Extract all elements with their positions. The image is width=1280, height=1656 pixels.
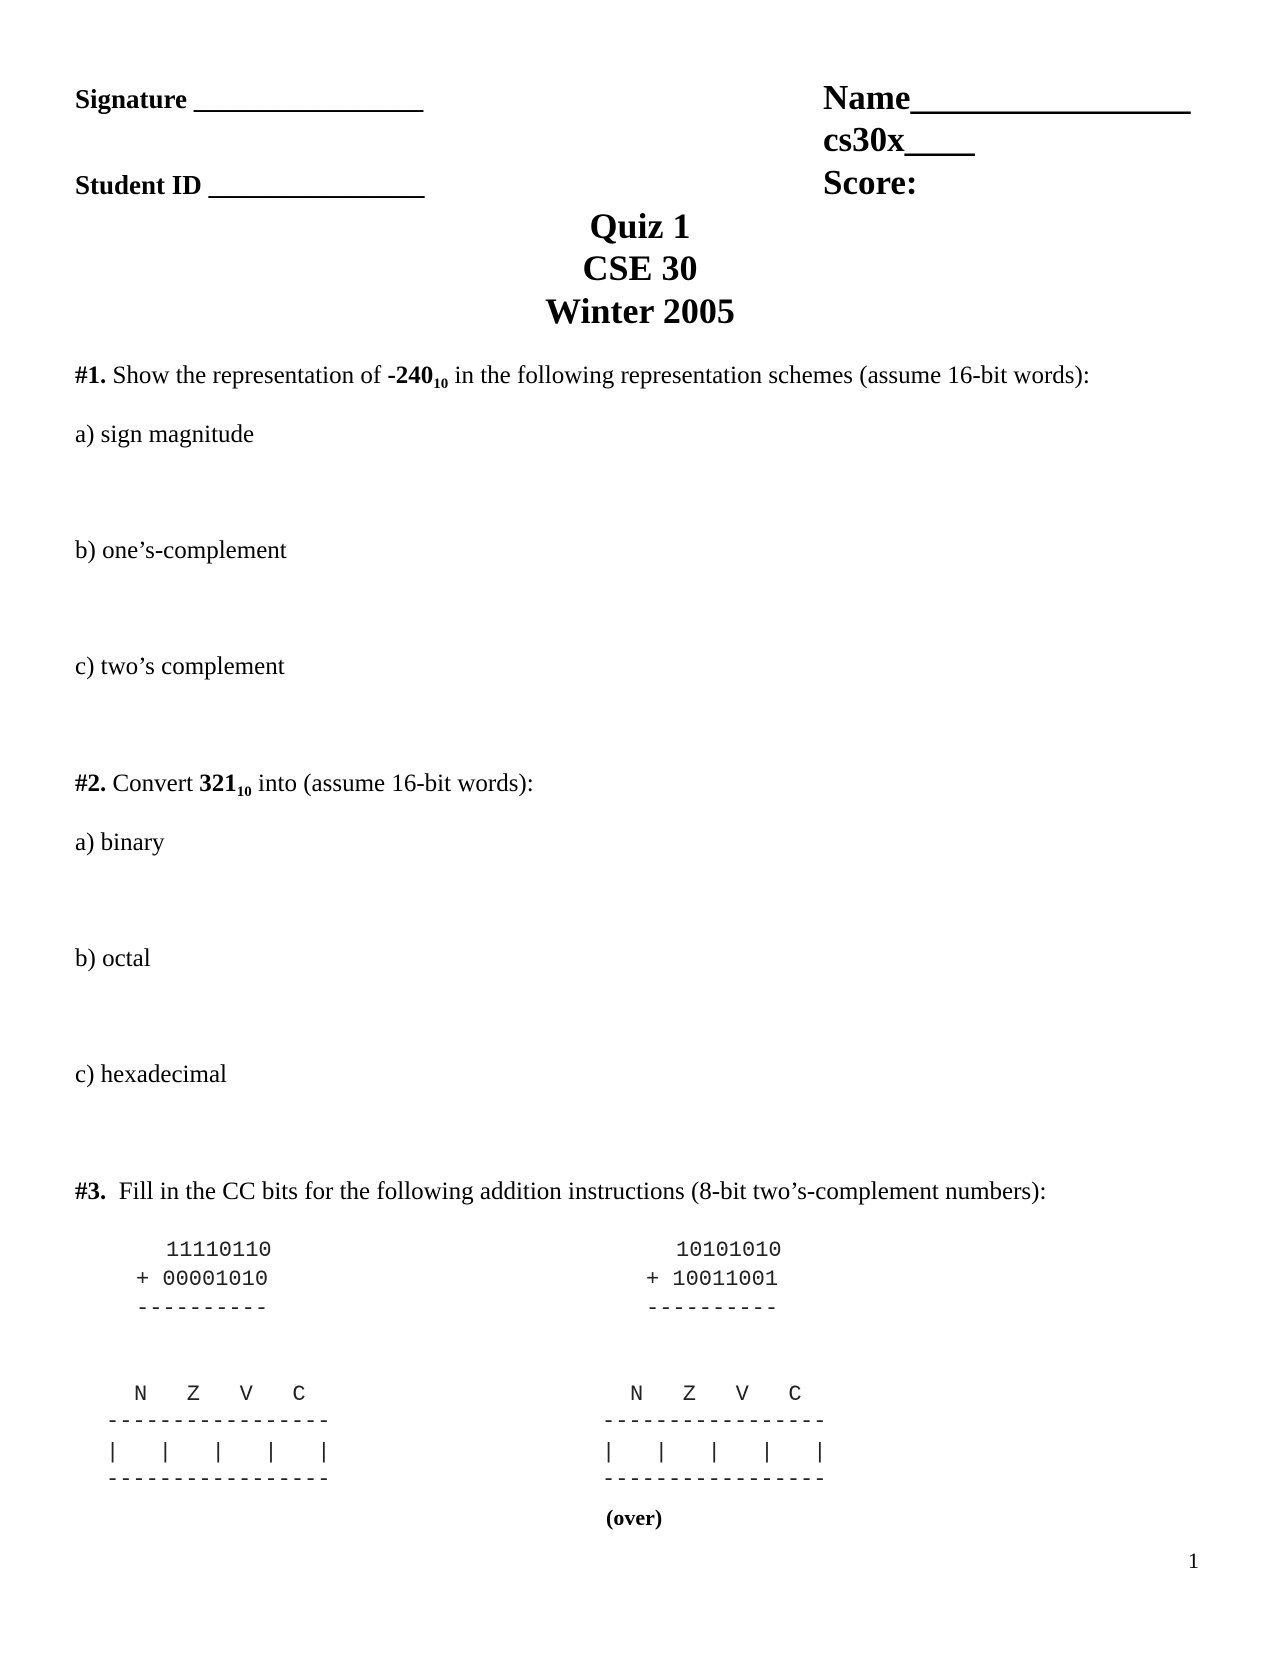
problem-2-operand-1: 10101010: [676, 1238, 782, 1263]
problem-2-cc-rule-top: -----------------: [602, 1409, 827, 1434]
problem-2-cc-boxes[interactable]: | | | | |: [602, 1440, 827, 1465]
q2-number: #2.: [75, 770, 107, 797]
question-3: [75, 1178, 1046, 1206]
q1-text-before: Show the representation of: [106, 362, 388, 389]
name-label: Name________________: [823, 78, 1191, 117]
problem-1-cc-rule-top: -----------------: [106, 1409, 331, 1434]
q2-part-a: a) binary: [75, 829, 165, 856]
problem-2-operand-2-line: [646, 1267, 778, 1292]
q2-text-before: Convert: [106, 770, 200, 797]
problem-2-cc-header: N Z V C: [630, 1382, 802, 1407]
problem-2-sum-line: ----------: [646, 1296, 779, 1321]
signature-label: Signature _________________: [75, 84, 424, 114]
score-label: Score:: [823, 163, 918, 202]
problem-1-cc-boxes[interactable]: | | | | |: [106, 1440, 331, 1465]
q3-number: #3.: [75, 1178, 107, 1205]
q1-part-c: c) two’s complement: [75, 653, 285, 680]
cs30x-label: cs30x____: [823, 120, 975, 159]
problem-1-sum-line: ----------: [136, 1296, 269, 1321]
course-title: CSE 30: [582, 248, 698, 288]
q1-value: -240: [387, 362, 434, 389]
problem-1-operand-2-line: [136, 1267, 268, 1292]
q1-part-a: a) sign magnitude: [75, 421, 255, 448]
q2-value: 321: [199, 770, 237, 797]
problem-1-operand-2: 00001010: [162, 1267, 269, 1292]
q2-base: 10: [236, 784, 252, 800]
plus-sign: +: [646, 1267, 660, 1292]
q1-number: #1.: [75, 362, 107, 389]
q1-base: 10: [433, 376, 449, 392]
q3-text: Fill in the CC bits for the following addition instructions (8-bit two’s-complement numbers):: [106, 1178, 1047, 1205]
over-note: (over): [606, 1505, 663, 1530]
problem-1-cc-rule-bottom: -----------------: [106, 1467, 331, 1492]
q1-part-b: b) one’s-complement: [75, 537, 287, 564]
page-number: 1: [1188, 1548, 1199, 1573]
question-2: [75, 770, 534, 798]
q2-part-b: b) octal: [75, 945, 151, 972]
q2-text-after: into (assume 16-bit words):: [251, 770, 534, 797]
q2-part-c: c) hexadecimal: [75, 1061, 227, 1088]
question-1: [75, 362, 1090, 390]
term-title: Winter 2005: [545, 291, 735, 331]
q1-text-after: in the following representation schemes (assume 16-bit words):: [448, 362, 1090, 389]
problem-2-cc-rule-bottom: -----------------: [602, 1467, 827, 1492]
plus-sign: +: [136, 1267, 150, 1292]
problem-1-cc-header: N Z V C: [134, 1382, 306, 1407]
problem-1-operand-1: 11110110: [166, 1238, 272, 1263]
student-id-label: Student ID ________________: [75, 170, 425, 200]
problem-2-operand-2: 10011001: [672, 1267, 779, 1292]
quiz-title: Quiz 1: [589, 206, 691, 246]
